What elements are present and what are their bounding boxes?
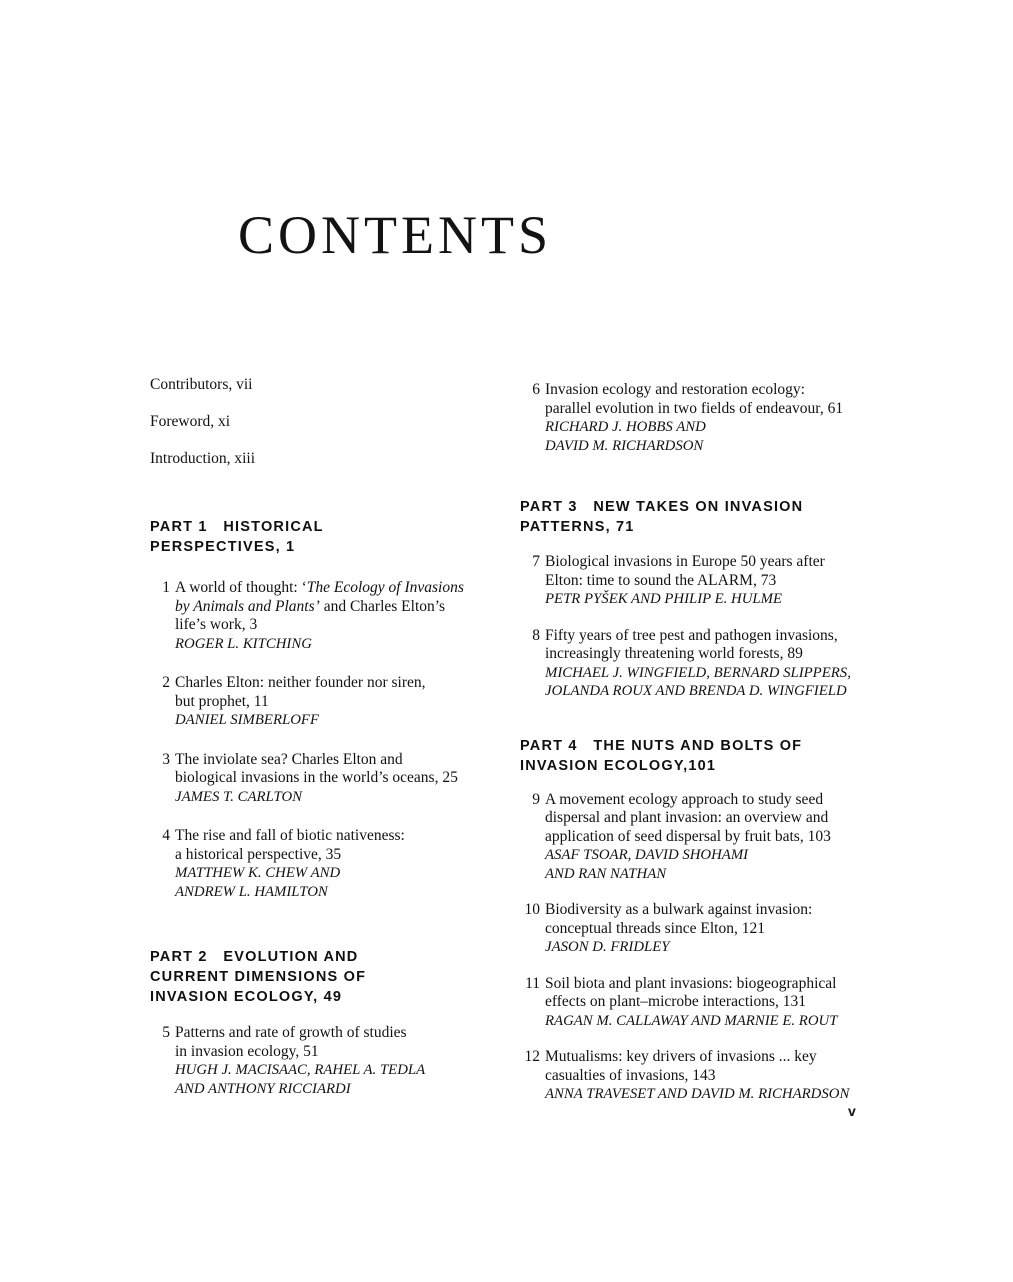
chapter-title-line: Invasion ecology and restoration ecology:: [545, 381, 805, 398]
chapter-title-line: life’s work, 3: [175, 616, 258, 633]
chapter-number: 12: [524, 1048, 540, 1065]
chapter-title-line: The rise and fall of biotic nativeness:: [175, 827, 405, 844]
chapter-author-line: RICHARD J. HOBBS AND: [545, 419, 706, 435]
part-heading-line: PART 1 HISTORICAL: [150, 519, 324, 535]
chapter-number: 9: [532, 790, 540, 808]
chapter-title-line: conceptual threads since Elton, 121: [545, 919, 765, 937]
chapter-author-line: HUGH J. MACISAAC, RAHEL A. TEDLA: [175, 1062, 426, 1078]
chapter-title-line: parallel evolution in two fields of endeavour, 61: [545, 399, 844, 417]
front-matter-item-introduction: Introduction, xiii: [150, 450, 256, 467]
chapter-author-line: ASAF TSOAR, DAVID SHOHAMI: [545, 847, 749, 863]
toc-left-column: [150, 375, 472, 1119]
chapter-number: 6: [532, 381, 540, 398]
part-4-heading: [520, 736, 872, 776]
chapter-author-line: JAMES T. CARLTON: [175, 788, 302, 805]
chapter-number: 1: [162, 579, 170, 596]
chapter-title-line: Biological invasions in Europe 50 years after: [545, 553, 825, 570]
chapter-entry: [545, 627, 872, 701]
chapter-title-line: casualties of invasions, 143: [545, 1066, 716, 1084]
chapter-author-line: AND RAN NATHAN: [545, 865, 667, 882]
chapter-title-line: [175, 579, 472, 598]
chapter-number: 8: [532, 626, 540, 644]
toc-chapter-12: [520, 1048, 872, 1104]
toc-chapter-4: [150, 827, 472, 901]
title-italic-text: by Animals and Plants’: [175, 597, 320, 615]
chapter-title-line: dispersal and plant invasion: an overview and: [545, 809, 829, 826]
chapter-title-line: effects on plant–microbe interactions, 131: [545, 993, 806, 1010]
chapter-author-line: RAGAN M. CALLAWAY AND MARNIE E. ROUT: [545, 1012, 838, 1029]
toc-right-column: [520, 381, 872, 1122]
chapter-entry: [545, 975, 872, 1031]
chapter-entry: [545, 791, 872, 884]
title-text: and Charles Elton’s: [319, 597, 446, 615]
chapter-title-line: Biodiversity as a bulwark against invasion:: [545, 901, 813, 918]
toc-chapter-5: [150, 1024, 472, 1098]
part-heading-line: PART 4 THE NUTS AND BOLTS OF: [520, 737, 803, 754]
chapter-author-line: JOLANDA ROUX AND BRENDA D. WINGFIELD: [545, 683, 847, 699]
chapter-author-line: MICHAEL J. WINGFIELD, BERNARD SLIPPERS,: [545, 664, 851, 681]
chapter-entry: [545, 1048, 872, 1104]
chapter-number: 10: [524, 901, 540, 918]
chapter-author-line: AND ANTHONY RICCIARDI: [175, 1080, 351, 1097]
chapter-entry: [175, 579, 472, 653]
chapter-entry: [545, 381, 872, 455]
front-matter-item-foreword: Foreword, xi: [150, 413, 231, 430]
chapter-author-line: MATTHEW K. CHEW AND: [175, 865, 341, 881]
chapter-title-line: Soil biota and plant invasions: biogeographical: [545, 974, 837, 992]
chapter-title-line: biological invasions in the world’s oceans, 25: [175, 769, 458, 786]
toc-chapter-1: [150, 579, 472, 653]
toc-chapter-9: [520, 791, 872, 884]
chapter-title-line: Elton: time to sound the ALARM, 73: [545, 571, 777, 589]
chapter-number: 5: [162, 1024, 170, 1041]
part-heading-line: PART 2 EVOLUTION AND: [150, 949, 359, 965]
chapter-entry: [175, 674, 472, 730]
chapter-entry: [545, 901, 872, 957]
chapter-author-line: PETR PYŠEK AND PHILIP E. HULME: [545, 591, 783, 607]
chapter-title-line: [175, 598, 472, 617]
part-heading-line: PART 3 NEW TAKES ON INVASION: [520, 499, 804, 515]
part-heading-line: PATTERNS, 71: [520, 519, 635, 535]
toc-chapter-2: [150, 674, 472, 730]
chapter-number: 2: [162, 674, 170, 691]
chapter-title-line: Patterns and rate of growth of studies: [175, 1024, 407, 1041]
front-matter-item-contributors: Contributors, vii: [150, 376, 253, 393]
chapter-title-line: in invasion ecology, 51: [175, 1042, 319, 1060]
part-1-heading: [150, 517, 472, 557]
chapter-author-line: DAVID M. RICHARDSON: [545, 437, 704, 454]
chapter-author-line: ROGER L. KITCHING: [175, 635, 312, 652]
chapter-title-line: Charles Elton: neither founder nor siren,: [175, 674, 426, 691]
chapter-title-line: but prophet, 11: [175, 692, 269, 710]
chapter-author-line: ANNA TRAVESET AND DAVID M. RICHARDSON: [545, 1086, 850, 1102]
toc-chapter-10: [520, 901, 872, 957]
chapter-entry: [545, 553, 872, 609]
toc-chapter-3: [150, 751, 472, 807]
chapter-title-line: Fifty years of tree pest and pathogen invasions,: [545, 626, 838, 644]
chapter-number: 7: [532, 553, 540, 570]
chapter-entry: [175, 827, 472, 901]
page-folio: v: [848, 1103, 856, 1119]
chapter-title-line: application of seed dispersal by fruit bats, 103: [545, 827, 831, 845]
chapter-number: 4: [162, 827, 170, 844]
chapter-entry: [175, 1024, 472, 1098]
title-text: A world of thought: ‘: [175, 579, 307, 596]
toc-chapter-8: [520, 627, 872, 701]
toc-chapter-6: [520, 381, 872, 455]
page-title: CONTENTS: [238, 205, 552, 265]
chapter-title-line: a historical perspective, 35: [175, 845, 342, 863]
chapter-title-line: A movement ecology approach to study seed: [545, 790, 824, 808]
chapter-title-line: Mutualisms: key drivers of invasions ... key: [545, 1048, 817, 1065]
part-3-heading: [520, 497, 872, 537]
chapter-title-line: The inviolate sea? Charles Elton and: [175, 750, 403, 768]
chapter-title-line: increasingly threatening world forests, 89: [545, 645, 803, 662]
part-heading-line: INVASION ECOLOGY, 49: [150, 989, 343, 1005]
chapter-number: 3: [162, 750, 170, 768]
chapter-author-line: DANIEL SIMBERLOFF: [175, 712, 319, 728]
toc-chapter-7: [520, 553, 872, 609]
toc-chapter-11: [520, 975, 872, 1031]
part-2-heading: [150, 947, 472, 1007]
part-heading-line: CURRENT DIMENSIONS OF: [150, 969, 367, 985]
chapter-author-line: ANDREW L. HAMILTON: [175, 883, 328, 900]
chapter-number: 11: [525, 974, 540, 992]
title-italic-text: The Ecology of Invasions: [306, 579, 464, 596]
chapter-entry: [175, 751, 472, 807]
part-heading-line: PERSPECTIVES, 1: [150, 539, 296, 555]
part-heading-line: INVASION ECOLOGY,101: [520, 757, 717, 774]
chapter-author-line: JASON D. FRIDLEY: [545, 939, 670, 955]
